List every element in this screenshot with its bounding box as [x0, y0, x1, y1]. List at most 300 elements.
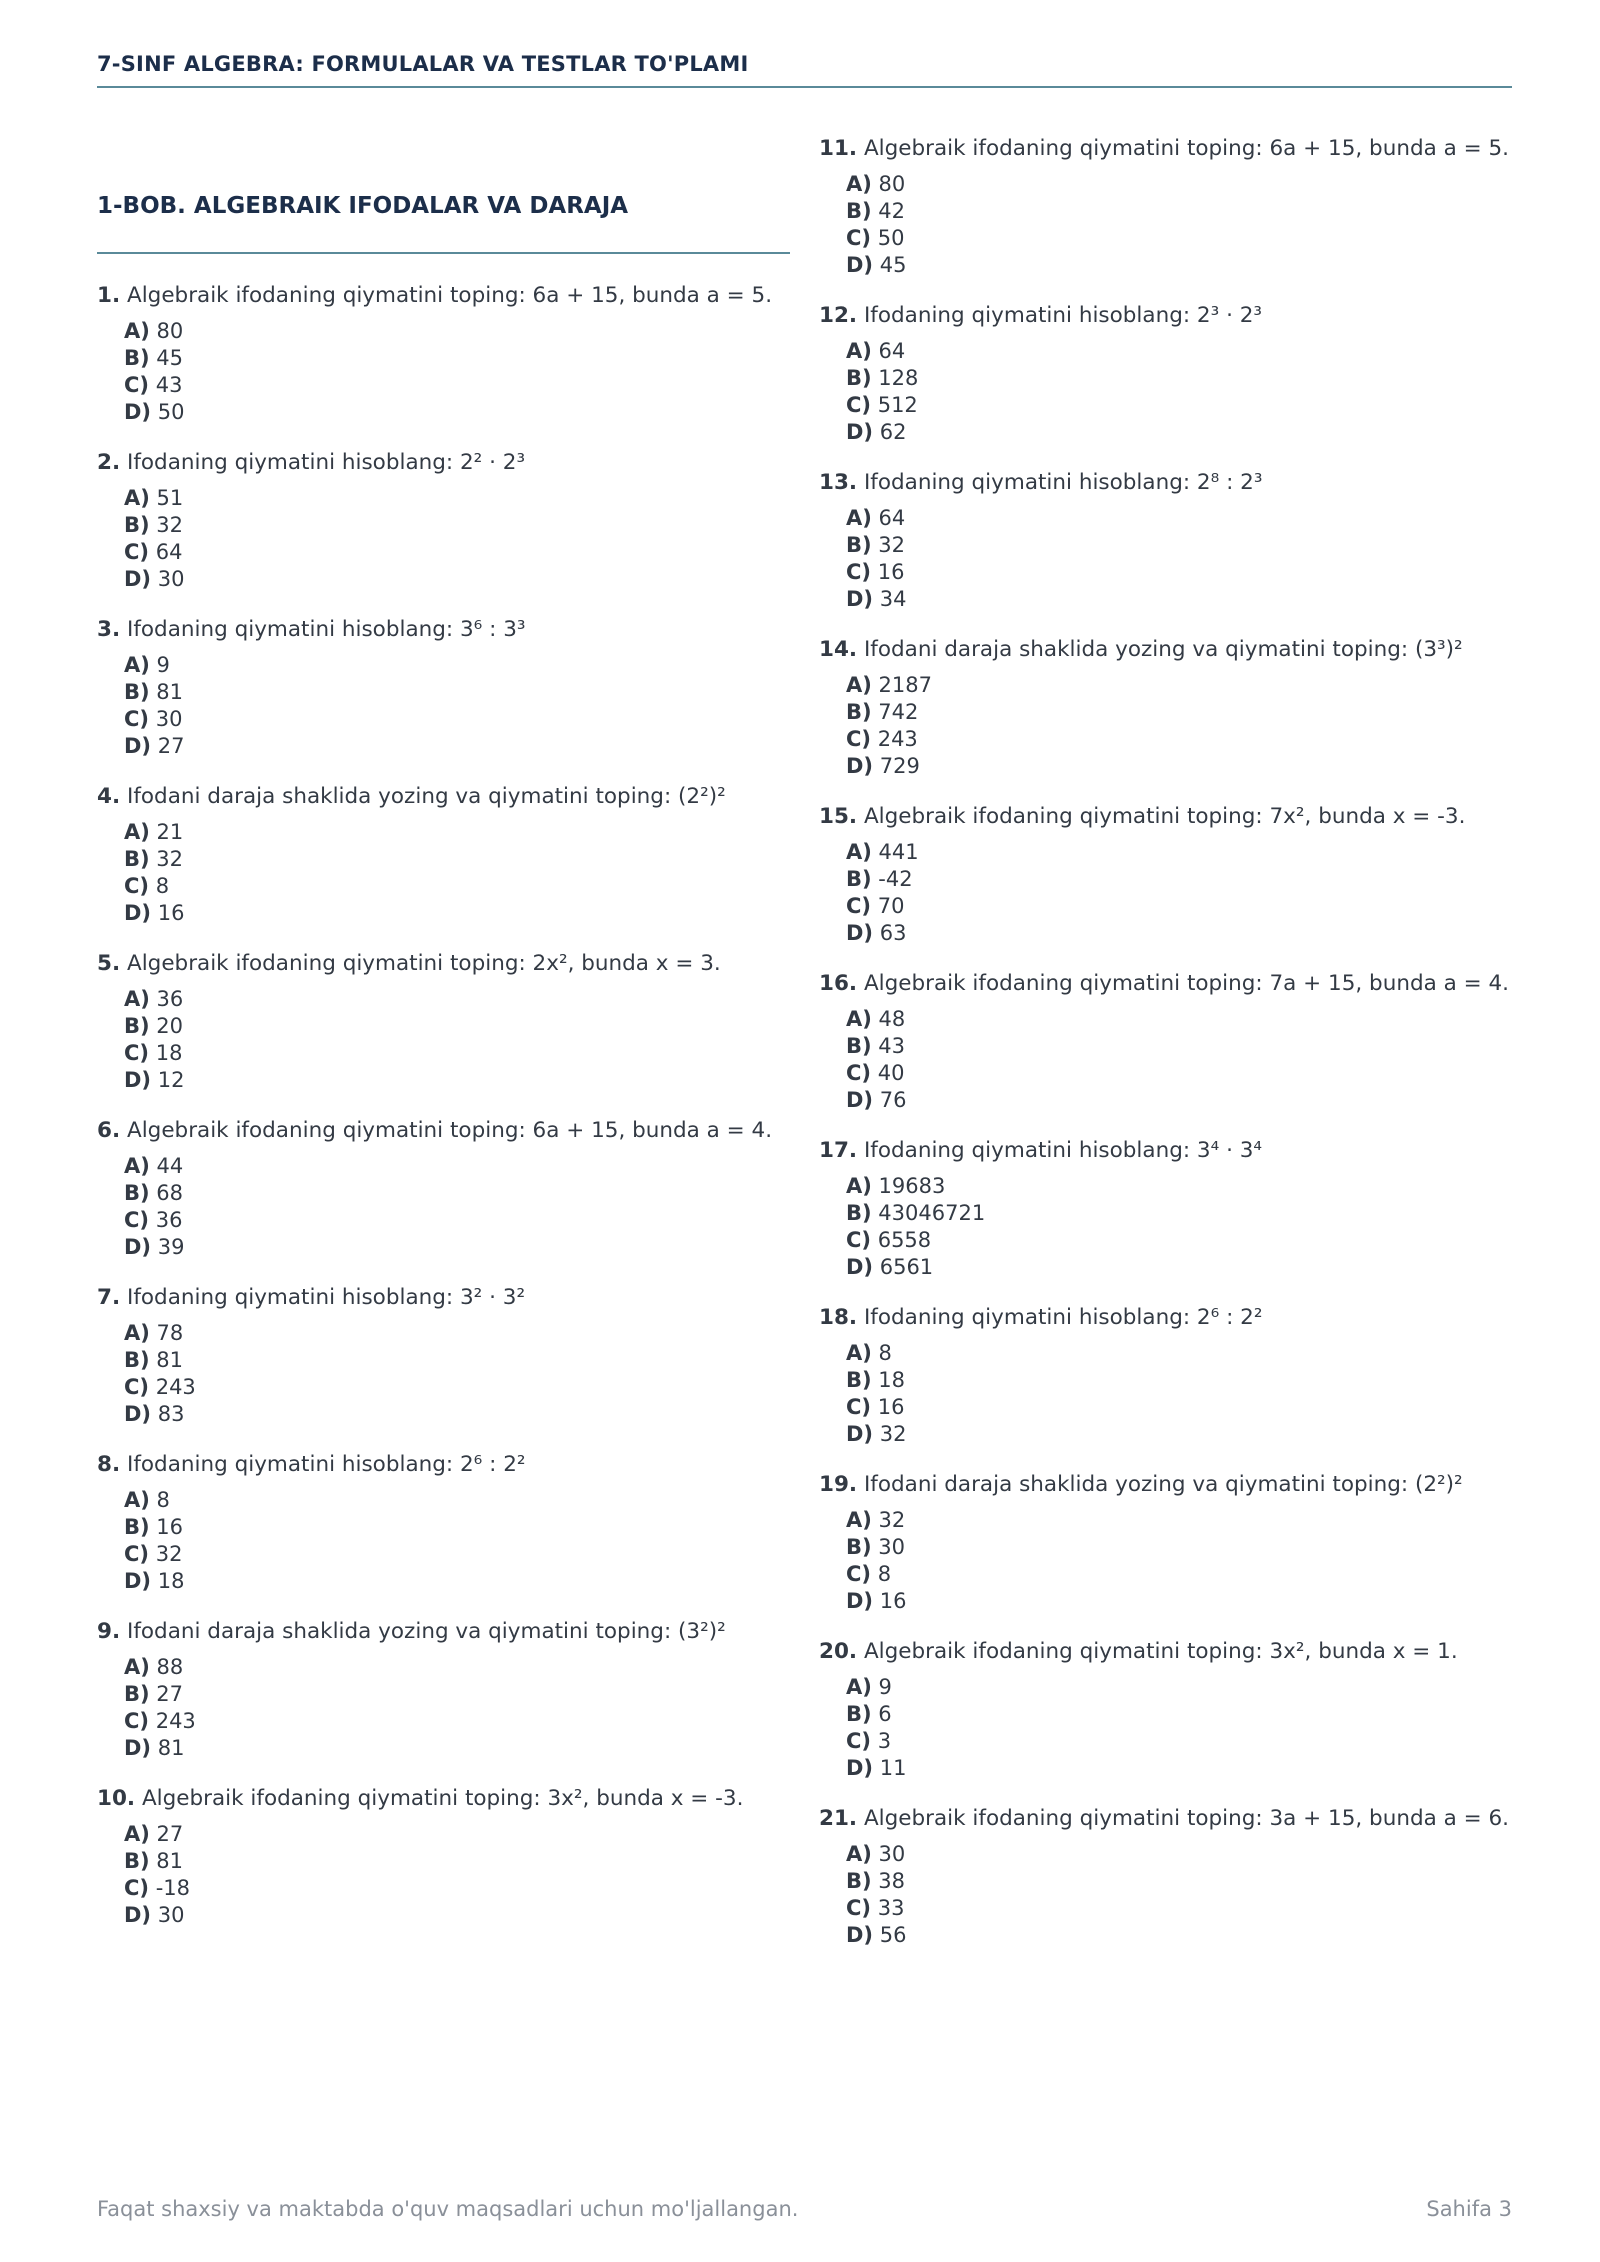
option-letter: B) — [846, 700, 872, 724]
answer-option — [846, 252, 1512, 279]
option-letter: A) — [124, 1154, 150, 1178]
answer-option — [124, 318, 790, 345]
question-number: 21. — [819, 1806, 858, 1831]
answer-option — [124, 485, 790, 512]
option-value: 30 — [155, 707, 183, 731]
answer-option — [124, 986, 790, 1013]
option-value: 512 — [877, 393, 918, 417]
answer-option — [124, 1234, 790, 1261]
option-value: 128 — [878, 366, 919, 390]
question-text — [819, 635, 1512, 665]
question-text — [819, 468, 1512, 498]
option-value: 16 — [879, 1589, 907, 1613]
question-body: Algebraik ifodaning qiymatini toping: 6a + 15, bunda a = 4. — [126, 1118, 773, 1143]
question-number: 2. — [97, 450, 121, 475]
answer-options — [846, 1674, 1512, 1782]
answer-option — [846, 559, 1512, 586]
question-item — [97, 281, 790, 426]
question-text — [97, 782, 790, 812]
answer-option — [846, 1588, 1512, 1615]
question-body: Ifodaning qiymatini hisoblang: 3⁴ · 3⁴ — [863, 1138, 1263, 1163]
question-text — [97, 1784, 790, 1814]
option-value: 3 — [877, 1729, 892, 1753]
question-text — [819, 134, 1512, 164]
answer-option — [846, 672, 1512, 699]
question-number: 15. — [819, 804, 858, 829]
option-letter: C) — [846, 894, 872, 918]
option-letter: A) — [846, 1842, 872, 1866]
question-body: Ifodani daraja shaklida yozing va qiymatini toping: (2²)² — [126, 784, 726, 809]
answer-option — [124, 1040, 790, 1067]
option-value: 30 — [878, 1535, 906, 1559]
answer-option — [846, 1394, 1512, 1421]
answer-option — [846, 893, 1512, 920]
answer-option — [846, 699, 1512, 726]
option-value: 8 — [156, 1488, 170, 1512]
question-number: 18. — [819, 1305, 858, 1330]
option-value: 729 — [879, 754, 920, 778]
answer-options — [846, 672, 1512, 780]
question-number: 6. — [97, 1118, 121, 1143]
option-value: 51 — [156, 486, 184, 510]
option-letter: A) — [124, 486, 150, 510]
option-letter: A) — [124, 987, 150, 1011]
answer-option — [124, 345, 790, 372]
option-value: 44 — [156, 1154, 184, 1178]
answer-option — [846, 1087, 1512, 1114]
question-body: Ifodani daraja shaklida yozing va qiymatini toping: (2²)² — [863, 1472, 1463, 1497]
option-letter: A) — [846, 840, 872, 864]
option-letter: C) — [846, 1228, 872, 1252]
answer-option — [124, 1487, 790, 1514]
answer-option — [124, 512, 790, 539]
answer-option — [846, 586, 1512, 613]
option-value: 32 — [878, 533, 906, 557]
option-letter: B) — [846, 1201, 872, 1225]
option-value: 80 — [156, 319, 184, 343]
option-value: 243 — [155, 1709, 196, 1733]
question-item — [819, 1804, 1512, 1949]
option-letter: A) — [124, 820, 150, 844]
option-value: 6558 — [877, 1228, 932, 1252]
option-letter: C) — [846, 226, 872, 250]
option-value: 81 — [157, 1736, 185, 1760]
answer-option — [124, 1735, 790, 1762]
question-body: Ifodaning qiymatini hisoblang: 2² · 2³ — [126, 450, 526, 475]
option-value: 68 — [156, 1181, 184, 1205]
question-number: 1. — [97, 283, 121, 308]
option-letter: A) — [124, 1655, 150, 1679]
answer-option — [846, 1200, 1512, 1227]
option-value: 6 — [878, 1702, 892, 1726]
question-body: Algebraik ifodaning qiymatini toping: 6a + 15, bunda a = 5. — [863, 136, 1509, 161]
answer-option — [124, 819, 790, 846]
answer-option — [846, 198, 1512, 225]
question-item — [97, 615, 790, 760]
option-value: 80 — [878, 172, 906, 196]
option-letter: B) — [124, 1682, 150, 1706]
answer-options — [846, 1006, 1512, 1114]
answer-option — [124, 1821, 790, 1848]
answer-options — [846, 1507, 1512, 1615]
answer-option — [846, 1534, 1512, 1561]
question-text — [819, 802, 1512, 832]
question-item — [819, 301, 1512, 446]
option-value: 64 — [878, 339, 906, 363]
question-body: Algebraik ifodaning qiymatini toping: 7x², bunda x = -3. — [863, 804, 1466, 829]
option-value: 56 — [879, 1923, 907, 1947]
question-number: 20. — [819, 1639, 858, 1664]
answer-option — [846, 1674, 1512, 1701]
option-letter: C) — [124, 540, 150, 564]
question-number: 11. — [819, 136, 858, 161]
option-value: 34 — [879, 587, 907, 611]
question-number: 3. — [97, 617, 121, 642]
answer-option — [124, 1153, 790, 1180]
answer-option — [124, 706, 790, 733]
option-value: 12 — [157, 1068, 185, 1092]
option-value: 27 — [157, 734, 185, 758]
question-number: 5. — [97, 951, 121, 976]
question-text — [819, 1804, 1512, 1834]
option-letter: B) — [124, 1181, 150, 1205]
option-value: 81 — [156, 1348, 184, 1372]
option-value: 16 — [877, 1395, 905, 1419]
question-body: Ifodani daraja shaklida yozing va qiymatini toping: (3³)² — [863, 637, 1463, 662]
option-value: 6561 — [879, 1255, 934, 1279]
option-letter: C) — [846, 393, 872, 417]
option-value: 78 — [156, 1321, 184, 1345]
answer-option — [846, 225, 1512, 252]
option-letter: A) — [846, 1174, 872, 1198]
answer-option — [124, 1401, 790, 1428]
answer-option — [124, 1568, 790, 1595]
question-item — [97, 782, 790, 927]
answer-option — [846, 1728, 1512, 1755]
chapter-title: 1-BOB. ALGEBRAIK IFODALAR VA DARAJA — [97, 193, 629, 219]
option-value: 81 — [156, 1849, 184, 1873]
answer-options — [124, 1153, 790, 1261]
answer-option — [124, 1654, 790, 1681]
question-item — [819, 802, 1512, 947]
question-text — [97, 1617, 790, 1647]
option-letter: A) — [846, 339, 872, 363]
question-item — [819, 1136, 1512, 1281]
answer-option — [846, 365, 1512, 392]
answer-option — [846, 1421, 1512, 1448]
answer-option — [846, 532, 1512, 559]
option-value: 32 — [155, 1542, 183, 1566]
option-letter: D) — [846, 1088, 874, 1112]
answer-options — [846, 171, 1512, 279]
question-body: Algebraik ifodaning qiymatini toping: 7a + 15, bunda a = 4. — [863, 971, 1509, 996]
content-columns — [97, 134, 1512, 1971]
option-letter: C) — [124, 1208, 150, 1232]
option-letter: A) — [124, 1822, 150, 1846]
page-header — [97, 52, 1512, 88]
option-value: 27 — [156, 1822, 184, 1846]
option-letter: B) — [846, 1368, 872, 1392]
question-text — [819, 1303, 1512, 1333]
option-value: 9 — [156, 653, 170, 677]
answer-option — [124, 1902, 790, 1929]
option-value: 32 — [878, 1508, 906, 1532]
option-value: 30 — [878, 1842, 906, 1866]
answer-option — [846, 1254, 1512, 1281]
answer-option — [846, 1561, 1512, 1588]
option-letter: C) — [124, 1542, 150, 1566]
answer-option — [124, 539, 790, 566]
page-footer — [97, 2197, 1512, 2221]
answer-option — [124, 399, 790, 426]
option-value: 43 — [878, 1034, 906, 1058]
option-letter: C) — [124, 1709, 150, 1733]
answer-options — [846, 1173, 1512, 1281]
question-body: Algebraik ifodaning qiymatini toping: 3x², bunda x = -3. — [141, 1786, 744, 1811]
option-letter: A) — [846, 1675, 872, 1699]
answer-option — [124, 1347, 790, 1374]
option-value: 38 — [878, 1869, 906, 1893]
option-letter: D) — [124, 901, 152, 925]
question-number: 7. — [97, 1285, 121, 1310]
option-letter: C) — [846, 1395, 872, 1419]
question-item — [819, 969, 1512, 1114]
question-text — [97, 1116, 790, 1146]
answer-option — [124, 1374, 790, 1401]
question-number: 16. — [819, 971, 858, 996]
answer-options — [846, 1841, 1512, 1949]
answer-option — [124, 1180, 790, 1207]
option-letter: B) — [124, 847, 150, 871]
option-value: 45 — [156, 346, 184, 370]
option-value: 70 — [877, 894, 905, 918]
question-number: 4. — [97, 784, 121, 809]
answer-option — [124, 1708, 790, 1735]
answer-option — [846, 1755, 1512, 1782]
option-letter: C) — [846, 560, 872, 584]
option-value: 50 — [877, 226, 905, 250]
answer-options — [124, 652, 790, 760]
option-value: 43046721 — [878, 1201, 986, 1225]
answer-option — [846, 866, 1512, 893]
option-value: 36 — [156, 987, 184, 1011]
question-item — [97, 448, 790, 593]
question-item — [819, 635, 1512, 780]
question-number: 10. — [97, 1786, 136, 1811]
question-text — [97, 281, 790, 311]
option-value: 742 — [878, 700, 919, 724]
option-value: 64 — [878, 506, 906, 530]
answer-option — [846, 505, 1512, 532]
answer-option — [846, 1701, 1512, 1728]
answer-option — [124, 1013, 790, 1040]
chapter-heading — [97, 191, 790, 254]
option-value: 42 — [878, 199, 906, 223]
answer-option — [124, 652, 790, 679]
option-value: 16 — [157, 901, 185, 925]
option-letter: D) — [124, 1569, 152, 1593]
answer-options — [846, 338, 1512, 446]
question-number: 14. — [819, 637, 858, 662]
answer-options — [124, 485, 790, 593]
question-body: Algebraik ifodaning qiymatini toping: 2x², bunda x = 3. — [126, 951, 721, 976]
option-letter: A) — [124, 319, 150, 343]
question-item — [819, 1637, 1512, 1782]
option-value: 39 — [157, 1235, 185, 1259]
option-letter: C) — [124, 707, 150, 731]
option-letter: D) — [124, 1736, 152, 1760]
option-letter: C) — [846, 1061, 872, 1085]
answer-options — [124, 819, 790, 927]
answer-option — [124, 1875, 790, 1902]
question-item — [819, 1303, 1512, 1448]
answer-options — [124, 1821, 790, 1929]
option-value: 36 — [155, 1208, 183, 1232]
question-body: Ifodani daraja shaklida yozing va qiymatini toping: (3²)² — [126, 1619, 726, 1644]
option-letter: D) — [124, 1402, 152, 1426]
answer-option — [846, 1340, 1512, 1367]
question-body: Ifodaning qiymatini hisoblang: 3² · 3² — [126, 1285, 526, 1310]
answer-option — [846, 1507, 1512, 1534]
option-letter: B) — [846, 533, 872, 557]
option-value: 64 — [155, 540, 183, 564]
answer-option — [846, 171, 1512, 198]
answer-option — [124, 679, 790, 706]
option-value: 11 — [879, 1756, 907, 1780]
answer-option — [124, 566, 790, 593]
answer-option — [846, 1060, 1512, 1087]
answer-option — [846, 338, 1512, 365]
question-text — [819, 969, 1512, 999]
right-column — [819, 134, 1512, 1971]
option-value: 40 — [877, 1061, 905, 1085]
question-number: 8. — [97, 1452, 121, 1477]
answer-options — [124, 986, 790, 1094]
left-question-list — [97, 281, 790, 1929]
option-letter: B) — [124, 1515, 150, 1539]
answer-option — [124, 846, 790, 873]
option-letter: D) — [124, 734, 152, 758]
option-value: 50 — [157, 400, 185, 424]
answer-options — [124, 318, 790, 426]
option-value: 30 — [157, 1903, 185, 1927]
option-letter: B) — [846, 366, 872, 390]
option-letter: D) — [846, 1255, 874, 1279]
right-question-list — [819, 134, 1512, 1949]
answer-option — [124, 900, 790, 927]
option-letter: D) — [124, 1068, 152, 1092]
option-letter: D) — [846, 420, 874, 444]
option-value: 30 — [157, 567, 185, 591]
answer-option — [846, 419, 1512, 446]
answer-option — [846, 1033, 1512, 1060]
option-letter: B) — [124, 513, 150, 537]
option-letter: B) — [124, 1849, 150, 1873]
option-letter: B) — [124, 346, 150, 370]
answer-option — [846, 1868, 1512, 1895]
option-letter: B) — [124, 1014, 150, 1038]
question-item — [97, 1116, 790, 1261]
question-item — [97, 1784, 790, 1929]
option-value: 16 — [156, 1515, 184, 1539]
option-letter: A) — [846, 1007, 872, 1031]
option-letter: B) — [846, 1535, 872, 1559]
option-value: 8 — [877, 1562, 892, 1586]
option-letter: C) — [846, 727, 872, 751]
option-letter: C) — [124, 874, 150, 898]
option-letter: D) — [846, 921, 874, 945]
option-letter: B) — [846, 199, 872, 223]
option-letter: A) — [846, 673, 872, 697]
answer-option — [124, 1681, 790, 1708]
question-number: 12. — [819, 303, 858, 328]
answer-option — [846, 1227, 1512, 1254]
option-letter: C) — [846, 1729, 872, 1753]
option-letter: B) — [846, 1702, 872, 1726]
option-letter: C) — [124, 1041, 150, 1065]
option-value: 441 — [878, 840, 919, 864]
answer-options — [124, 1320, 790, 1428]
option-value: 18 — [155, 1041, 183, 1065]
option-letter: B) — [846, 1034, 872, 1058]
question-item — [97, 1283, 790, 1428]
option-value: 27 — [156, 1682, 184, 1706]
option-letter: A) — [124, 1488, 150, 1512]
answer-option — [846, 1006, 1512, 1033]
option-letter: D) — [124, 1235, 152, 1259]
page-number: Sahifa 3 — [1426, 2197, 1512, 2221]
option-letter: A) — [846, 1508, 872, 1532]
answer-option — [124, 1320, 790, 1347]
answer-option — [846, 1173, 1512, 1200]
question-body: Ifodaning qiymatini hisoblang: 2⁸ : 2³ — [863, 470, 1263, 495]
option-value: 19683 — [878, 1174, 946, 1198]
answer-option — [124, 1541, 790, 1568]
option-letter: C) — [846, 1896, 872, 1920]
question-text — [819, 301, 1512, 331]
question-text — [97, 615, 790, 645]
answer-option — [124, 1067, 790, 1094]
option-value: 8 — [878, 1341, 892, 1365]
option-value: 32 — [156, 513, 184, 537]
question-number: 13. — [819, 470, 858, 495]
question-number: 9. — [97, 1619, 121, 1644]
answer-option — [124, 733, 790, 760]
answer-option — [846, 1841, 1512, 1868]
option-value: 83 — [157, 1402, 185, 1426]
option-value: 32 — [879, 1422, 907, 1446]
option-letter: D) — [124, 400, 152, 424]
question-body: Ifodaning qiymatini hisoblang: 2³ · 2³ — [863, 303, 1263, 328]
option-letter: A) — [846, 1341, 872, 1365]
option-value: 43 — [155, 373, 183, 397]
option-value: 18 — [157, 1569, 185, 1593]
option-value: 33 — [877, 1896, 905, 1920]
answer-options — [846, 1340, 1512, 1448]
option-value: 21 — [156, 820, 184, 844]
answer-option — [124, 873, 790, 900]
question-text — [819, 1470, 1512, 1500]
question-body: Ifodaning qiymatini hisoblang: 2⁶ : 2² — [863, 1305, 1263, 1330]
option-letter: C) — [124, 1876, 150, 1900]
question-text — [819, 1637, 1512, 1667]
question-body: Algebraik ifodaning qiymatini toping: 3x², bunda x = 1. — [863, 1639, 1458, 1664]
option-letter: D) — [846, 1756, 874, 1780]
option-letter: C) — [124, 373, 150, 397]
option-letter: A) — [846, 172, 872, 196]
question-item — [97, 1617, 790, 1762]
question-text — [97, 949, 790, 979]
